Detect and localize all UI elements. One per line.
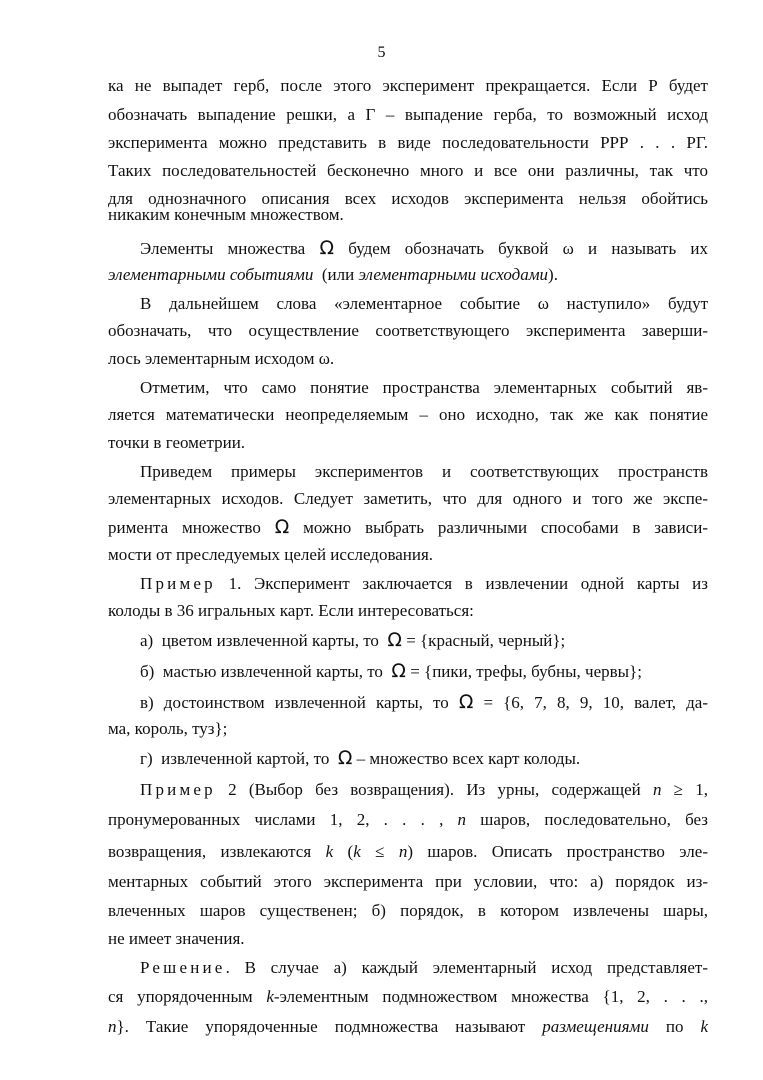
text-run: ≥ 1, [661,780,708,799]
text-run: по [648,1017,701,1036]
paragraph-line: для однозначного описания всех исходов эксперимента нельзя обойтись [108,189,708,208]
omega-symbol: Ω [391,660,406,682]
text-run: б) мастью извлеченной карты, то [140,662,392,681]
paragraph-line: влеченных шаров существенен; б) порядок, в котором извлечены шары, [108,901,708,920]
paragraph-line: В дальнейшем слова «элементарное событие ω наступило» будут [140,294,708,313]
paragraph-line: элементарных исходов. Следует заметить, что для одного и того же экспе- [108,489,708,508]
text-run: можно выбрать различными способами в зависи- [289,518,708,537]
text-run: ( [333,842,354,861]
page-number: 5 [377,44,386,61]
text-run: г) извлеченной картой, то [140,749,338,768]
text-run: -элементным подмножеством множества {1, 2, . . ., [273,987,708,1006]
omega-symbol: Ω [458,691,474,713]
paragraph-line: ка не выпадет герб, после этого эксперимент прекращается. Если Р будет [108,76,708,95]
math-variable: k [266,987,274,1006]
text-run: (или [313,265,359,284]
text-run: шаров, последовательно, без [466,810,708,829]
paragraph-line [140,779,708,801]
paragraph-line: лось элементарным исходом ω. [108,349,335,368]
omega-symbol: Ω [337,747,353,769]
text-run: 1. Эксперимент заключается в извлечении одной карты из [215,574,708,593]
example-heading: Пример [140,574,216,593]
paragraph-line [108,1016,708,1038]
paragraph-line: никаким конечным множеством. [108,205,344,224]
math-variable: k [700,1017,708,1036]
paragraph-line: Приведем примеры экспериментов и соответствующих пространств [140,462,708,481]
text-run: а) цветом извлеченной карты, то [140,631,388,650]
math-variable: k [325,842,334,861]
paragraph-line: обозначать выпадение решки, а Г – выпадение герба, то возможный исход [108,105,708,124]
omega-symbol: Ω [319,237,334,259]
paragraph-line [140,573,708,595]
paragraph-line: мости от преследуемых целей исследования. [108,545,434,564]
list-item [140,691,708,714]
list-item [140,660,708,683]
text-run: = {6, 7, 8, 9, 10, валет, да- [473,693,708,712]
text-run: ) шаров. Описать пространство эле- [407,842,708,861]
paragraph-line: ляется математически неопределяемым – оно исходно, так же как понятие [108,405,708,424]
math-variable: n [652,780,662,799]
paragraph-line: Отметим, что само понятие пространства элементарных событий яв- [140,378,708,397]
text-run: = {пики, трефы, бубны, червы}; [405,662,642,681]
text-run: будем обозначать буквой ω и называть их [333,239,709,258]
text-run: 2 (Выбор без возвращения). Из урны, содержащей [215,780,653,799]
text-run: римента множество [108,518,275,537]
text-run: ся упорядоченным [108,987,267,1006]
paragraph-line [140,237,708,260]
paragraph-line: точки в геометрии. [108,433,246,452]
text-run: пронумерованных числами 1, 2, . . . , [108,810,458,829]
paragraph-line: Таких последовательностей бесконечно много и все они различны, так что [108,161,708,180]
math-variable: n [108,1017,117,1036]
paragraph-line: эксперимента можно представить в виде последовательности РРР . . . РГ. [108,133,708,152]
text-run: ≤ [360,842,399,861]
math-variable: k [353,842,361,861]
italic-term: элементарными исходами [358,265,549,284]
omega-symbol: Ω [274,516,290,538]
list-item [140,629,708,652]
paragraph-line [108,516,708,539]
text-run: – множество всех карт колоды. [352,749,581,768]
text-run: возвращения, извлекаются [108,842,326,861]
example-heading: Пример [140,780,216,799]
text-run: . В случае а) каждый элементарный исход представляет- [225,958,708,977]
text-run: в) достоинством извлеченной карты, то [140,693,459,712]
italic-term: элементарными событиями [108,265,314,284]
text-run: }. Такие упорядоченные подмножества называют [116,1017,543,1036]
paragraph-line [140,957,708,979]
math-variable: n [457,810,467,829]
paragraph-line: колоды в 36 игральных карт. Если интересоваться: [108,601,474,620]
solution-heading: Решение [140,958,226,977]
italic-term: размещениями [542,1017,649,1036]
paragraph-line: ментарных событий этого эксперимента при условии, что: а) порядок из- [108,872,708,891]
paragraph-line: не имеет значения. [108,929,245,948]
math-variable: n [398,842,408,861]
paragraph-line [108,986,708,1008]
text-run: = {красный, черный}; [401,631,566,650]
text-run: ). [548,265,558,284]
paragraph-line: обозначать, что осуществление соответствующего эксперимента заверши- [108,321,708,340]
omega-symbol: Ω [387,629,402,651]
paragraph-line [108,841,708,863]
list-item [140,747,708,770]
paragraph-line [108,264,708,286]
paragraph-line [108,809,708,831]
paragraph-line: ма, король, туз}; [108,719,228,738]
text-run: Элементы множества [140,239,320,258]
